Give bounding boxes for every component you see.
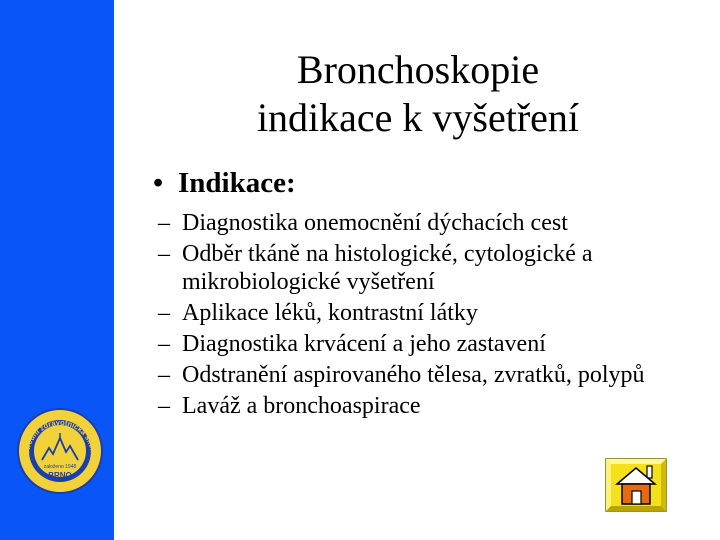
list-item-text: Odstranění aspirovaného tělesa, zvratků, polypů <box>182 362 645 388</box>
dash-marker: – <box>158 331 170 357</box>
logo-year: založeno 1948 <box>43 464 77 470</box>
list-item-text: Odběr tkáně na histologické, cytologické a mikrobiologické vyšetření <box>182 241 593 295</box>
logo-city: BRNO <box>48 471 72 480</box>
title-line-1: Bronchoskopie <box>296 47 540 92</box>
list-item <box>158 299 678 327</box>
list-item-text: Diagnostika krvácení a jeho zastavení <box>182 331 546 357</box>
school-logo <box>17 408 103 494</box>
list-item-text: Laváž a bronchoaspirace <box>182 393 421 419</box>
list-item <box>158 392 678 420</box>
slide-title <box>120 46 716 142</box>
heading-text: Indikace: <box>178 167 296 199</box>
home-icon <box>605 458 667 512</box>
sidebar-bar <box>0 0 114 540</box>
title-line-2: indikace k vyšetření <box>256 95 580 140</box>
list-item <box>158 330 678 358</box>
list-item-text: Diagnostika onemocnění dýchacích cest <box>182 210 568 236</box>
list-item-text: Aplikace léků, kontrastní látky <box>182 300 478 326</box>
logo-ring-text: Střední zdravotnická škola <box>21 417 99 456</box>
dash-marker: – <box>158 210 170 236</box>
list-item <box>158 240 678 296</box>
indication-list <box>158 209 678 423</box>
dash-marker: – <box>158 300 170 326</box>
dash-marker: – <box>158 362 170 388</box>
home-button[interactable] <box>605 458 667 512</box>
dash-marker: – <box>158 393 170 419</box>
dash-marker: – <box>158 241 170 267</box>
bullet-heading <box>153 167 296 199</box>
bullet-dot: • <box>153 167 164 199</box>
list-item <box>158 361 678 389</box>
list-item <box>158 209 678 237</box>
